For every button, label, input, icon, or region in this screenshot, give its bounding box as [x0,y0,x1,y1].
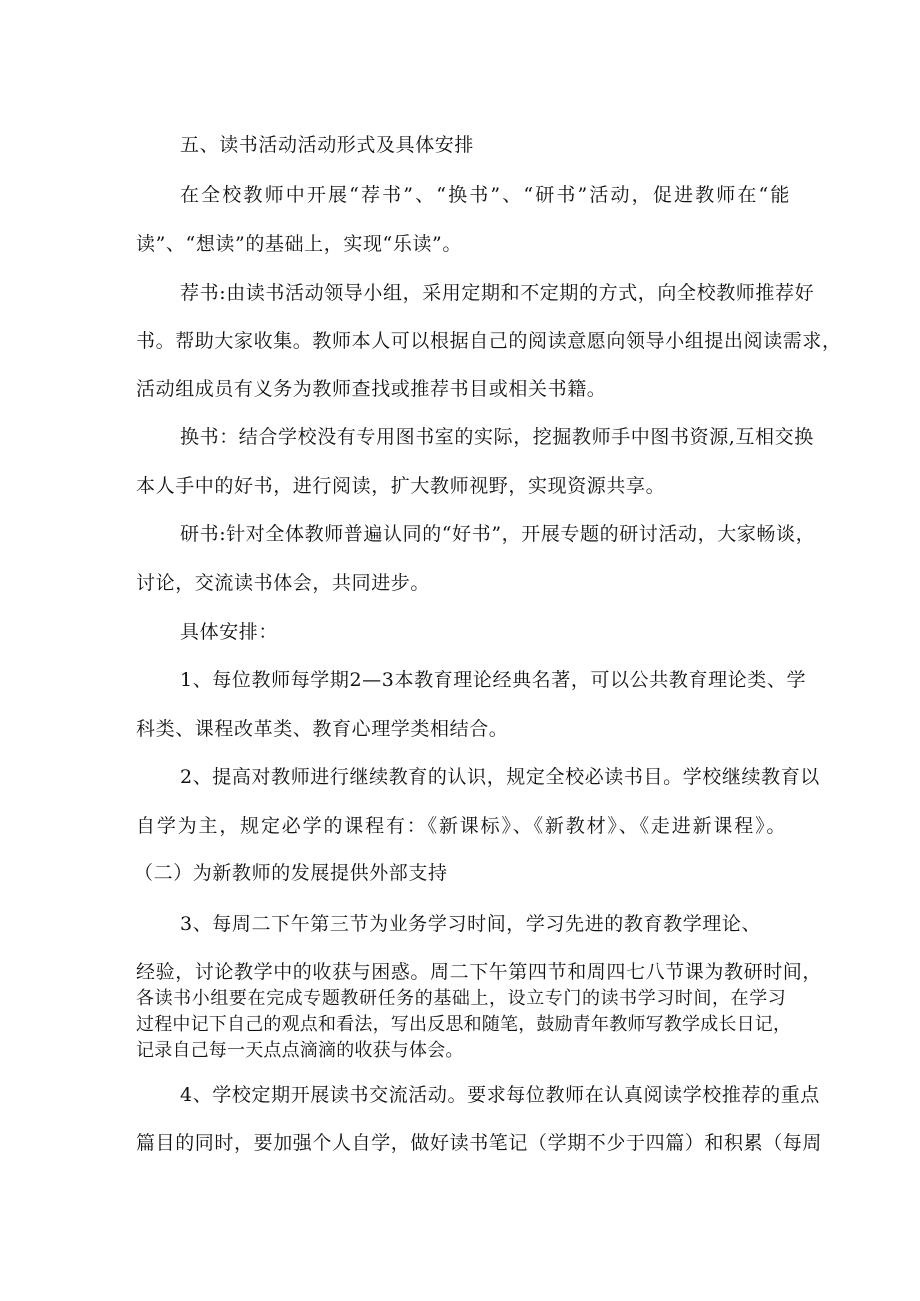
exchange-line-2: 本人手中的好书，进行阅读，扩大教师视野，实现资源共享。 [136,475,666,497]
item1-line-2: 科类、课程改革类、教育心理学类相结合。 [136,718,509,740]
recommend-line-1: 荐书:由读书活动领导小组，采用定期和不定期的方式，向全校教师推荐好 [180,282,815,304]
arrangement-label: 具体安排： [180,621,279,643]
section-heading: 五、读书活动活动形式及具体安排 [180,134,475,156]
exchange-line-1: 换书：结合学校没有专用图书室的实际，挖掘教师手中图书资源,互相交换 [180,426,814,448]
study-line-1: 研书:针对全体教师普遍认同的“好书”，开展专题的研讨活动，大家畅谈， [180,523,816,545]
item2-line-1: 2、提高对教师进行继续教育的认识，规定全校必读书目。学校继续教育以 [180,766,820,788]
item3-line-5: 记录自己每一天点点滴滴的收获与体会。 [136,1040,464,1061]
item3-line-4: 过程中记下自己的观点和看法，写出反思和随笔，鼓励青年教师写教学成长日记， [136,1014,792,1035]
item4-line-1: 4、学校定期开展读书交流活动。要求每位教师在认真阅读学校推荐的重点 [180,1084,820,1106]
recommend-line-2: 书。帮助大家收集。教师本人可以根据自己的阅读意愿向领导小组提出阅读需求， [136,330,842,352]
item3-line-3: 各读书小组要在完成专题教研任务的基础上，设立专门的读书学习时间，在学习 [136,988,786,1009]
recommend-line-3: 活动组成员有义务为教师查找或推荐书目或相关书籍。 [136,378,607,400]
item3-line-2: 经验，讨论教学中的收获与困惑。周二下午第四节和周四七八节课为教研时间， [136,961,823,983]
item1-line-1: 1、每位教师每学期2—3本教育理论经典名著，可以公共教育理论类、学 [180,669,807,691]
item3-line-1: 3、每周二下午第三节为业务学习时间，学习先进的教育教学理论、 [180,913,762,935]
intro-line-2: 读”、“想读”的基础上，实现“乐读”。 [136,233,462,255]
item4-line-2: 篇目的同时，要加强个人自学，做好读书笔记（学期不少于四篇）和积累（每周 [136,1132,823,1154]
study-line-2: 讨论，交流读书体会，共同进步。 [136,572,431,594]
item2-line-2: 自学为主，规定必学的课程有：《新课标》、《新教材》、《走进新课程》。 [136,815,786,837]
subheading: （二）为新教师的发展提供外部支持 [134,862,448,884]
intro-line-1: 在全校教师中开展“荐书”、“换书”、“研书”活动，促进教师在“能 [180,184,790,206]
